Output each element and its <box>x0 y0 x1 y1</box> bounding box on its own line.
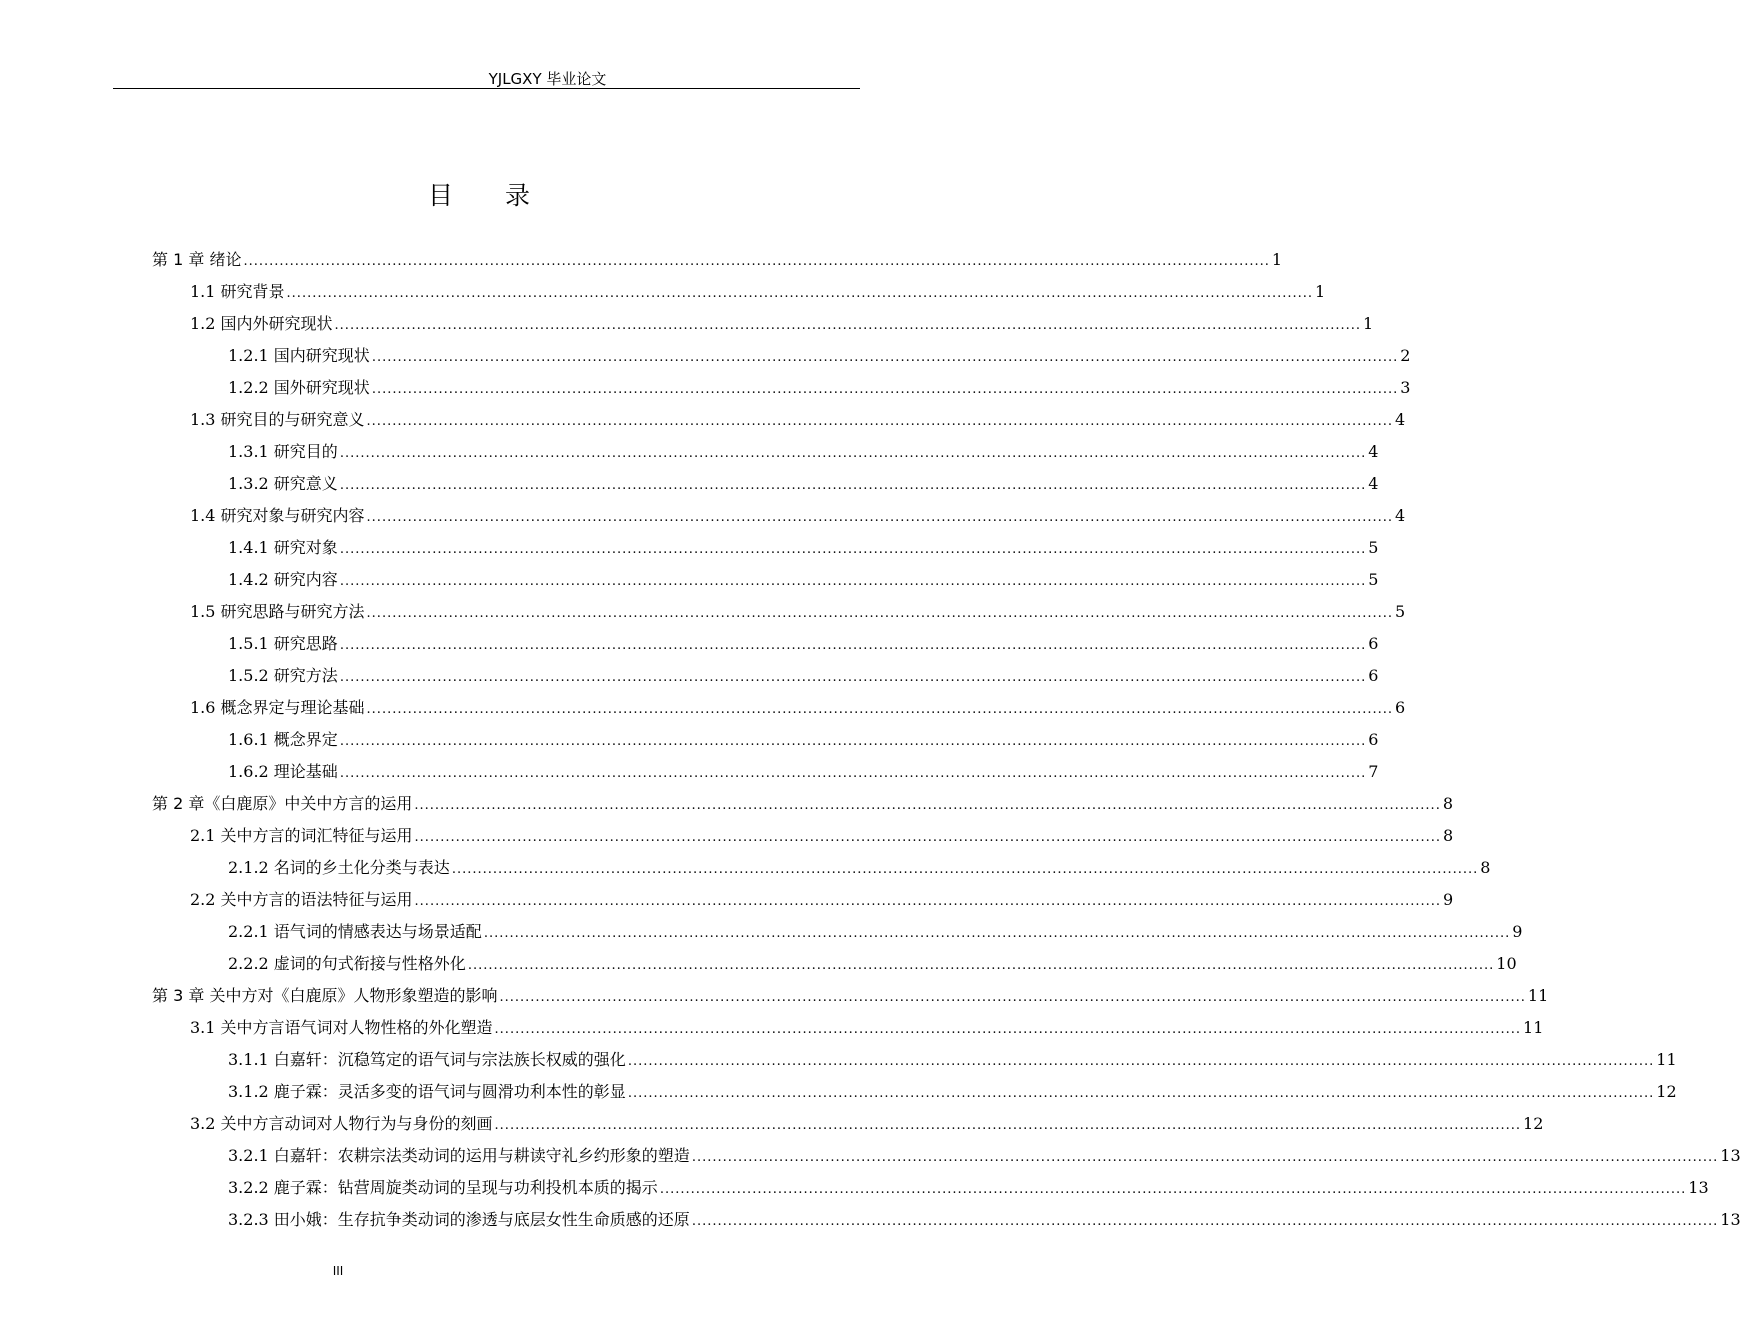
toc-entry-label: 1.4.1 研究对象 <box>228 538 338 557</box>
toc-leader-dots: ........................................................................................................................................................................................................ <box>339 478 1367 493</box>
toc-entry-page: 2 <box>1400 346 1411 365</box>
toc-entry-label: 2.2.2 虚词的句式衔接与性格外化 <box>228 954 466 973</box>
toc-leader-dots: ........................................................................................................................................................................................................ <box>499 990 1526 1005</box>
toc-leader-dots: ........................................................................................................................................................................................................ <box>691 1150 1719 1165</box>
toc-entry-label: 3.1.1 白嘉轩：沉稳笃定的语气词与宗法族长权威的强化 <box>228 1050 626 1069</box>
toc-entry[interactable] <box>228 949 1517 979</box>
toc-entry[interactable] <box>190 501 1406 531</box>
toc-entry-page: 9 <box>1443 890 1454 909</box>
toc-entry[interactable] <box>228 757 1379 787</box>
toc-leader-dots: ........................................................................................................................................................................................................ <box>627 1086 1655 1101</box>
toc-entry[interactable] <box>152 245 1283 275</box>
toc-entry[interactable] <box>228 533 1379 563</box>
toc-entry-page: 1 <box>1315 282 1326 301</box>
toc-entry[interactable] <box>190 309 1374 339</box>
toc-entry[interactable] <box>190 1013 1544 1043</box>
toc-entry[interactable] <box>228 1173 1709 1203</box>
toc-entry-label: 3.1 关中方言语气词对人物性格的外化塑造 <box>190 1018 493 1037</box>
toc-entry[interactable] <box>228 629 1379 659</box>
toc-entry-page: 11 <box>1527 986 1549 1005</box>
toc-entry-page: 4 <box>1368 474 1379 493</box>
toc-entry-label: 1.2.1 国内研究现状 <box>228 346 370 365</box>
toc-entry[interactable] <box>228 341 1411 371</box>
toc-leader-dots: ........................................................................................................................................................................................................ <box>339 766 1367 781</box>
toc-entry-page: 4 <box>1395 410 1406 429</box>
toc-leader-dots: ........................................................................................................................................................................................................ <box>334 318 1362 333</box>
toc-leader-dots: ........................................................................................................................................................................................................ <box>627 1054 1655 1069</box>
toc-leader-dots: ........................................................................................................................................................................................................ <box>691 1214 1719 1229</box>
toc-leader-dots: ........................................................................................................................................................................................................ <box>414 798 1441 813</box>
toc-leader-dots: ........................................................................................................................................................................................................ <box>366 414 1394 429</box>
toc-entry-label: 1.4 研究对象与研究内容 <box>190 506 365 525</box>
toc-entry-page: 12 <box>1656 1082 1677 1101</box>
toc-entry-page: 11 <box>1656 1050 1677 1069</box>
toc-entry-label: 3.2.1 白嘉轩：农耕宗法类动词的运用与耕读守礼乡约形象的塑造 <box>228 1146 690 1165</box>
toc-entry-label: 第 1 章 绪论 <box>152 250 242 269</box>
toc-leader-dots: ........................................................................................................................................................................................................ <box>366 510 1394 525</box>
toc-entry-page: 4 <box>1368 442 1379 461</box>
footer-page-number: III <box>332 1264 344 1278</box>
toc-entry[interactable] <box>190 885 1454 915</box>
toc-entry-page: 5 <box>1368 538 1379 557</box>
toc-leader-dots: ........................................................................................................................................................................................................ <box>339 638 1367 653</box>
toc-leader-dots: ........................................................................................................................................................................................................ <box>339 542 1367 557</box>
toc-entry[interactable] <box>228 469 1379 499</box>
toc-entry-page: 4 <box>1395 506 1406 525</box>
toc-entry-label: 2.1.2 名词的乡土化分类与表达 <box>228 858 450 877</box>
toc-entry-label: 1.1 研究背景 <box>190 282 285 301</box>
toc-entry-page: 6 <box>1368 730 1379 749</box>
toc-entry-label: 2.2.1 语气词的情感表达与场景适配 <box>228 922 482 941</box>
toc-leader-dots: ........................................................................................................................................................................................................ <box>371 382 1399 397</box>
toc-entry[interactable] <box>190 597 1406 627</box>
toc-entry-page: 11 <box>1523 1018 1544 1037</box>
toc-leader-dots: ........................................................................................................................................................................................................ <box>371 350 1399 365</box>
toc-entry-label: 1.4.2 研究内容 <box>228 570 338 589</box>
toc-entry-label: 1.3 研究目的与研究意义 <box>190 410 365 429</box>
toc-entry-page: 1 <box>1363 314 1374 333</box>
toc-entry-page: 13 <box>1688 1178 1709 1197</box>
toc-entry-page: 12 <box>1523 1114 1544 1133</box>
header-title: YJLGXY 毕业论文 <box>488 70 607 88</box>
toc-entry-page: 9 <box>1512 922 1523 941</box>
toc-leader-dots: ........................................................................................................................................................................................................ <box>243 254 1270 269</box>
toc-entry-page: 1 <box>1271 250 1283 269</box>
toc-leader-dots: ........................................................................................................................................................................................................ <box>494 1118 1522 1133</box>
header-divider <box>113 88 860 89</box>
toc-entry[interactable] <box>190 821 1454 851</box>
toc-entry-page: 6 <box>1368 634 1379 653</box>
toc-entry-label: 1.5.1 研究思路 <box>228 634 338 653</box>
toc-entry-label: 3.2 关中方言动词对人物行为与身份的刻画 <box>190 1114 493 1133</box>
toc-entry-label: 3.2.2 鹿子霖：钻营周旋类动词的呈现与功利投机本质的揭示 <box>228 1178 658 1197</box>
toc-leader-dots: ........................................................................................................................................................................................................ <box>659 1182 1687 1197</box>
toc-entry-label: 1.2.2 国外研究现状 <box>228 378 370 397</box>
toc-entry[interactable] <box>228 1077 1677 1107</box>
toc-entry-label: 1.6 概念界定与理论基础 <box>190 698 365 717</box>
toc-entry[interactable] <box>228 565 1379 595</box>
toc-entry[interactable] <box>228 1141 1741 1171</box>
toc-entry-page: 13 <box>1720 1210 1741 1229</box>
toc-entry[interactable] <box>228 1205 1741 1235</box>
toc-entry-label: 第 2 章《白鹿原》中关中方言的运用 <box>152 794 413 813</box>
toc-entry-label: 1.5.2 研究方法 <box>228 666 338 685</box>
toc-leader-dots: ........................................................................................................................................................................................................ <box>494 1022 1522 1037</box>
toc-leader-dots: ........................................................................................................................................................................................................ <box>339 574 1367 589</box>
toc-entry-page: 5 <box>1395 602 1406 621</box>
toc-leader-dots: ........................................................................................................................................................................................................ <box>366 606 1394 621</box>
toc-entry-page: 13 <box>1720 1146 1741 1165</box>
toc-entry-label: 1.5 研究思路与研究方法 <box>190 602 365 621</box>
toc-leader-dots: ........................................................................................................................................................................................................ <box>339 670 1367 685</box>
toc-leader-dots: ........................................................................................................................................................................................................ <box>483 926 1511 941</box>
toc-entry[interactable] <box>228 1045 1677 1075</box>
toc-entry-page: 8 <box>1443 826 1454 845</box>
toc-entry-label: 1.6.2 理论基础 <box>228 762 338 781</box>
toc-entry[interactable] <box>228 661 1379 691</box>
toc-leader-dots: ........................................................................................................................................................................................................ <box>366 702 1394 717</box>
toc-leader-dots: ........................................................................................................................................................................................................ <box>339 446 1367 461</box>
toc-entry[interactable] <box>190 1109 1544 1139</box>
toc-entry-page: 10 <box>1496 954 1517 973</box>
toc-entry-label: 2.1 关中方言的词汇特征与运用 <box>190 826 413 845</box>
toc-entry[interactable] <box>190 277 1326 307</box>
toc-title: 目 录 <box>428 181 552 210</box>
toc-entry[interactable] <box>190 405 1406 435</box>
toc-entry-page: 5 <box>1368 570 1379 589</box>
toc-entry-label: 2.2 关中方言的语法特征与运用 <box>190 890 413 909</box>
toc-leader-dots: ........................................................................................................................................................................................................ <box>467 958 1495 973</box>
toc-entry[interactable] <box>228 437 1379 467</box>
toc-entry[interactable] <box>190 693 1406 723</box>
toc-entry-page: 6 <box>1395 698 1406 717</box>
toc-entry-label: 1.6.1 概念界定 <box>228 730 338 749</box>
toc-leader-dots: ........................................................................................................................................................................................................ <box>414 894 1442 909</box>
toc-entry-label: 1.3.1 研究目的 <box>228 442 338 461</box>
toc-entry-page: 8 <box>1442 794 1454 813</box>
toc-entry[interactable] <box>228 917 1523 947</box>
toc-leader-dots: ........................................................................................................................................................................................................ <box>451 862 1479 877</box>
toc-entry-label: 1.3.2 研究意义 <box>228 474 338 493</box>
toc-leader-dots: ........................................................................................................................................................................................................ <box>339 734 1367 749</box>
toc-leader-dots: ........................................................................................................................................................................................................ <box>286 286 1314 301</box>
toc-entry-page: 7 <box>1368 762 1379 781</box>
toc-entry-label: 3.1.2 鹿子霖：灵活多变的语气词与圆滑功利本性的彰显 <box>228 1082 626 1101</box>
toc-entry[interactable] <box>228 725 1379 755</box>
toc-entry-label: 1.2 国内外研究现状 <box>190 314 333 333</box>
toc-entry-page: 6 <box>1368 666 1379 685</box>
toc-entry[interactable] <box>228 373 1411 403</box>
toc-entry-label: 第 3 章 关中方对《白鹿原》人物形象塑造的影响 <box>152 986 498 1005</box>
toc-leader-dots: ........................................................................................................................................................................................................ <box>414 830 1442 845</box>
toc-entry[interactable] <box>152 789 1454 819</box>
toc-entry-page: 3 <box>1400 378 1411 397</box>
toc-entry[interactable] <box>152 981 1549 1011</box>
toc-entry-page: 8 <box>1480 858 1491 877</box>
toc-entry-label: 3.2.3 田小娥：生存抗争类动词的渗透与底层女性生命质感的还原 <box>228 1210 690 1229</box>
toc-entry[interactable] <box>228 853 1491 883</box>
